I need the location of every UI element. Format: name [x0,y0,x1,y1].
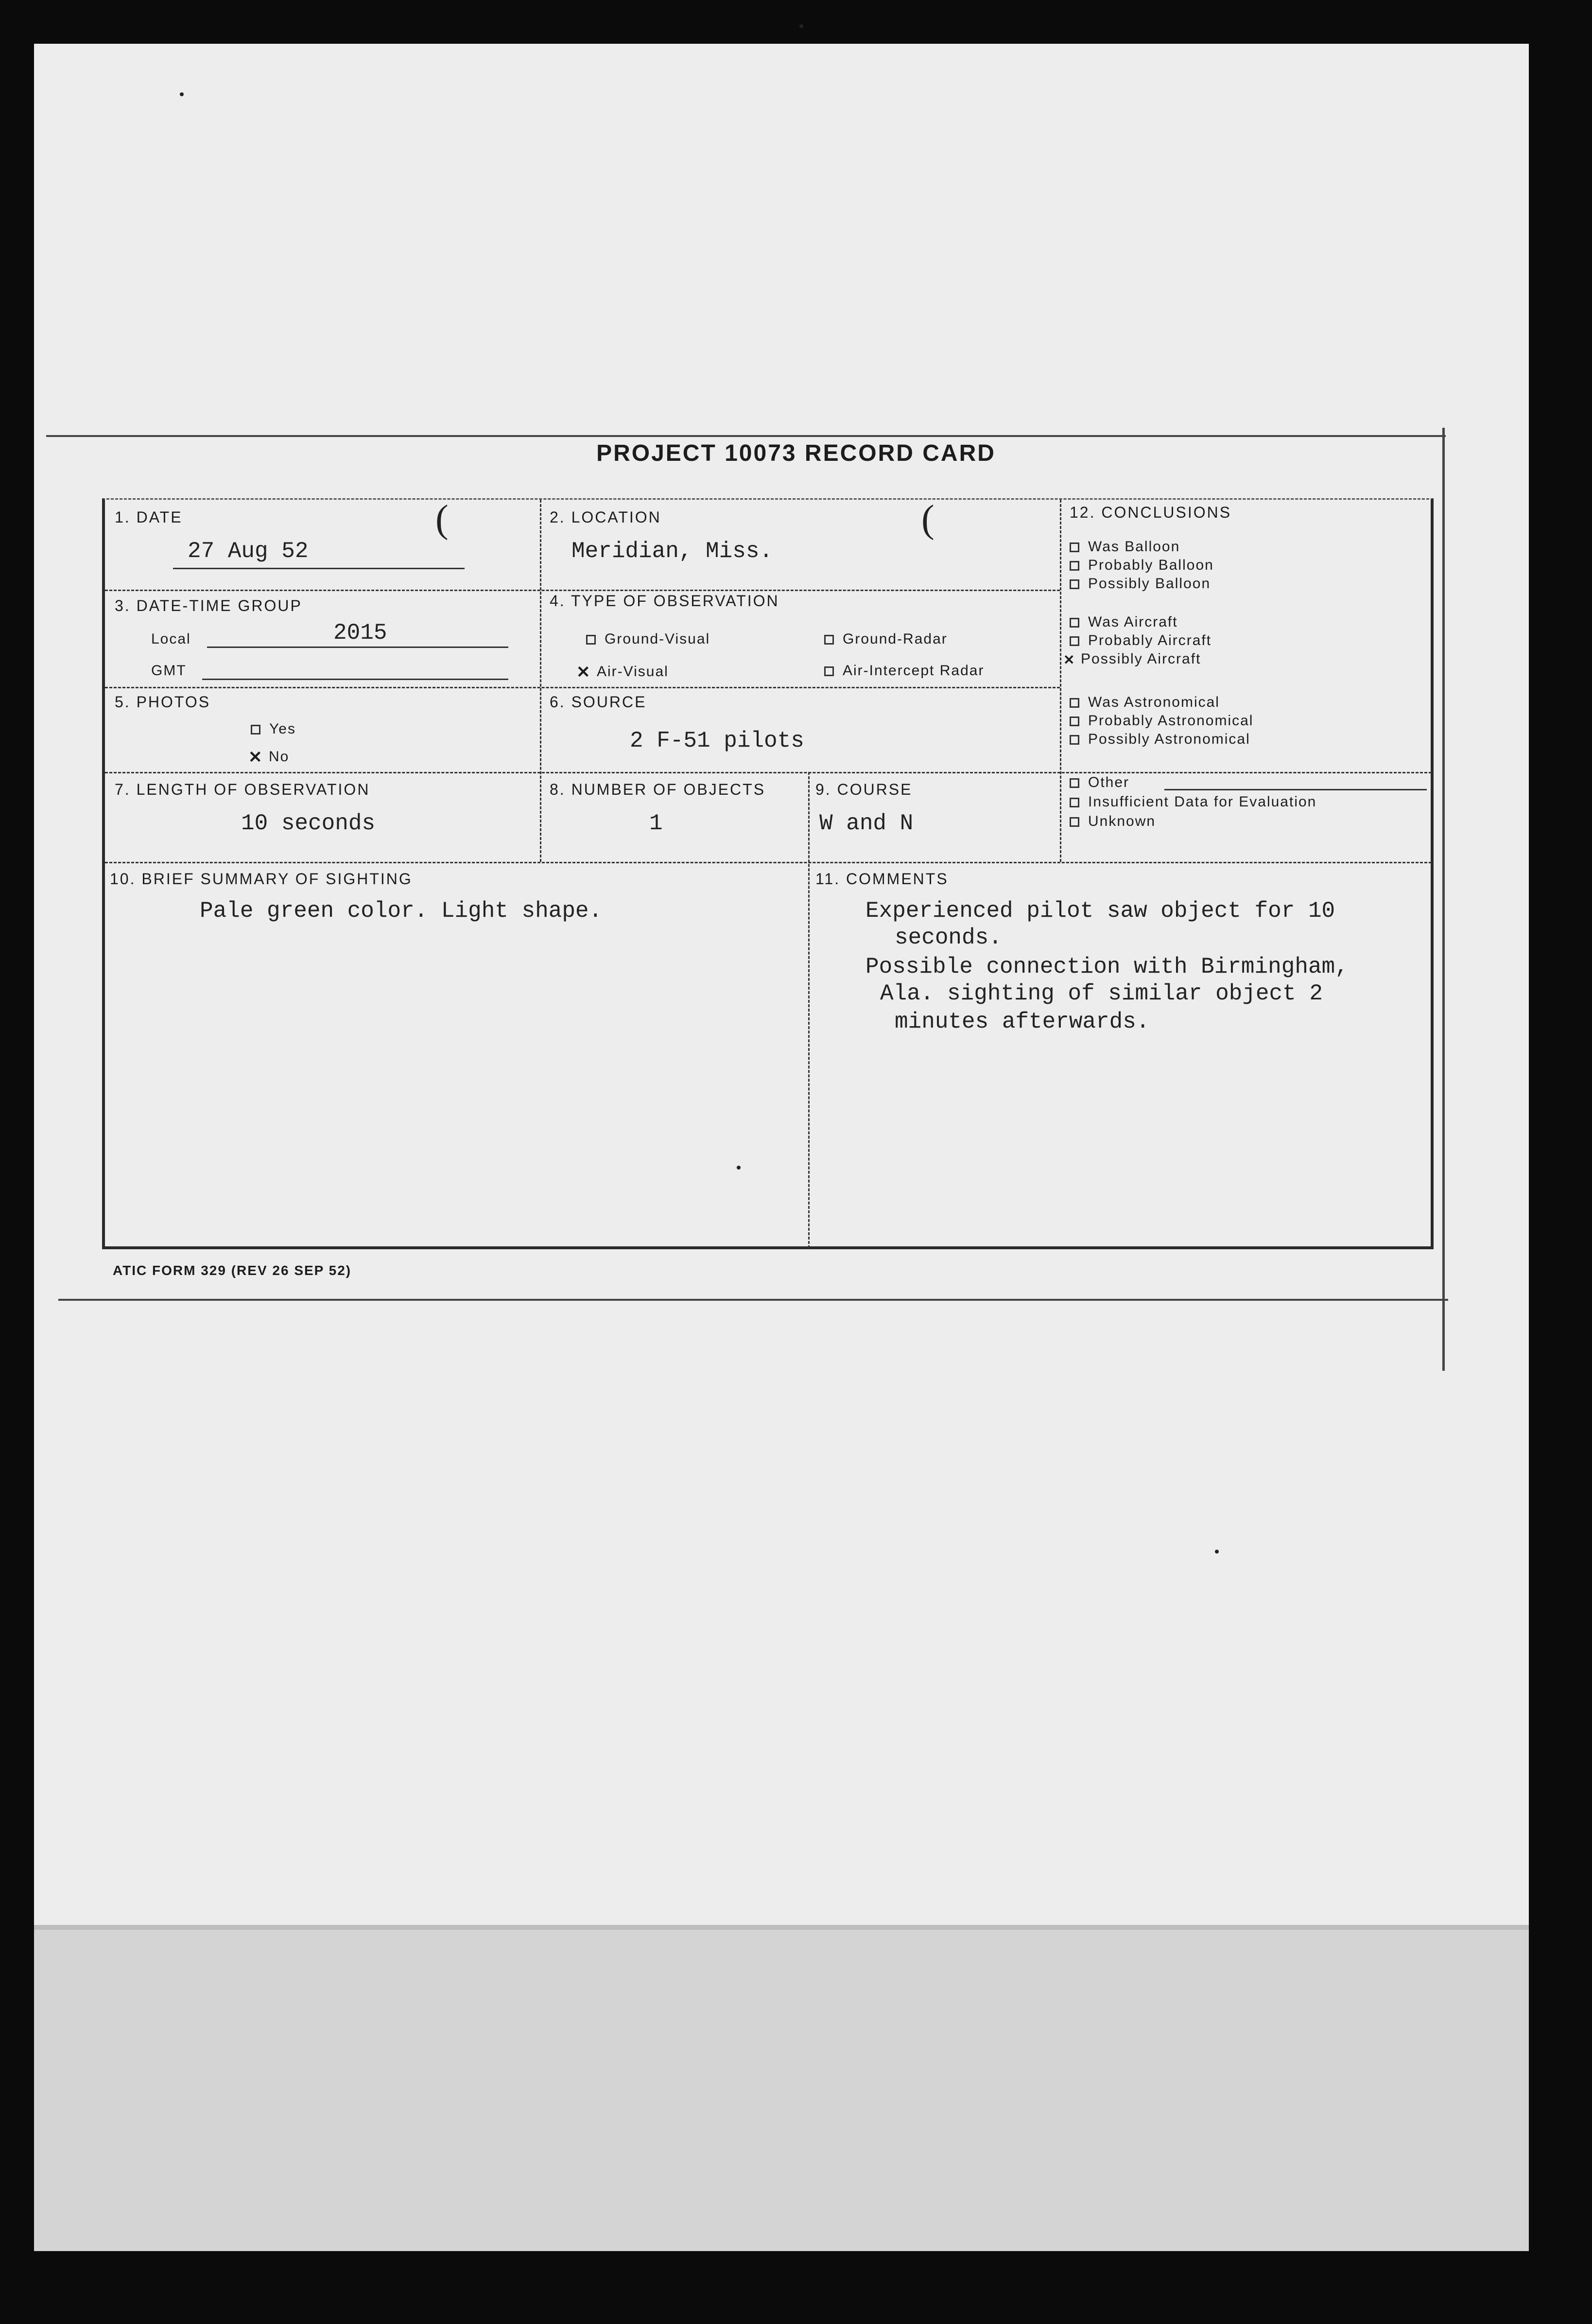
conclusion-probably-aircraft: Probably Aircraft [1070,632,1211,649]
speck [799,24,803,28]
type-of-observation-label: 4. TYPE OF OBSERVATION [550,592,779,610]
local-line [207,647,508,648]
checked-x-icon: ✕ [1063,652,1076,667]
checkbox-icon [1070,778,1079,788]
length-label: 7. LENGTH OF OBSERVATION [115,781,370,798]
checkbox-icon [824,666,834,676]
conclusion-probably-balloon: Probably Balloon [1070,557,1214,574]
scan-right-line [1442,428,1445,1371]
summary-label: 10. BRIEF SUMMARY OF SIGHTING [110,870,413,888]
checkbox-icon [1070,636,1079,646]
checkbox-icon [1070,817,1079,827]
comments-label: 11. COMMENTS [815,870,949,888]
col-divider-1 [540,500,541,862]
photos-yes: Yes [251,721,296,737]
local-time-value: 2015 [333,620,387,646]
checked-x-icon: ✕ [248,748,263,767]
comment-line: Experienced pilot saw object for 10 [865,898,1335,924]
checkbox-icon [1070,542,1079,552]
checkbox-icon [1070,561,1079,571]
date-underline [173,568,465,569]
row-divider-4 [105,862,1432,863]
row-divider-3 [105,772,1432,773]
location-value: Meridian, Miss. [571,539,773,564]
photos-label: 5. PHOTOS [115,693,211,711]
conclusion-other: Other [1070,774,1129,791]
col-divider-2 [808,772,810,1248]
course-value: W and N [819,811,914,836]
form-id: ATIC FORM 329 (REV 26 SEP 52) [113,1263,352,1278]
conclusion-possibly-aircraft: ✕ Possibly Aircraft [1063,651,1201,667]
source-label: 6. SOURCE [550,693,647,711]
conclusion-unknown: Unknown [1070,813,1156,830]
record-card [102,498,1434,1249]
number-of-objects-value: 1 [649,811,663,836]
length-value: 10 seconds [241,811,376,836]
speck [737,1166,741,1170]
card-title: PROJECT 10073 RECORD CARD [596,440,996,466]
checkbox-icon [1070,698,1079,708]
conclusion-possibly-astronomical: Possibly Astronomical [1070,731,1250,748]
col-divider-3 [1060,500,1061,862]
obs-ground-radar: Ground-Radar [824,631,948,647]
conclusion-probably-astronomical: Probably Astronomical [1070,713,1253,729]
speck [1215,1550,1219,1554]
conclusion-possibly-balloon: Possibly Balloon [1070,576,1211,592]
conclusion-was-astronomical: Was Astronomical [1070,694,1220,711]
row-divider-2 [105,687,1060,688]
location-paren-mark: ( [921,498,934,541]
number-of-objects-label: 8. NUMBER OF OBJECTS [550,781,766,798]
checkbox-icon [1070,735,1079,745]
obs-ground-visual: Ground-Visual [586,631,710,647]
conclusion-was-aircraft: Was Aircraft [1070,614,1178,630]
scan-bottom-line [58,1299,1448,1301]
row-divider-1 [105,590,1060,591]
checkbox-icon [586,635,596,645]
date-paren-mark: ( [435,498,449,541]
comment-line: Ala. sighting of similar object 2 [880,981,1323,1006]
checked-x-icon: ✕ [576,663,591,681]
course-label: 9. COURSE [815,781,913,798]
speck [180,92,184,96]
checkbox-icon [1070,798,1079,807]
date-value: 27 Aug 52 [188,539,309,564]
gmt-line [202,679,508,680]
checkbox-icon [251,725,260,734]
location-label: 2. LOCATION [550,508,661,526]
comment-line: Possible connection with Birmingham, [865,954,1349,979]
date-time-group-label: 3. DATE-TIME GROUP [115,597,302,614]
local-label: Local [151,631,191,647]
comment-line: seconds. [895,925,1002,950]
comment-line: minutes afterwards. [895,1009,1150,1034]
conclusion-insufficient-data: Insufficient Data for Evaluation [1070,794,1316,810]
summary-value: Pale green color. Light shape. [200,898,603,924]
checkbox-icon [824,635,834,645]
scan-top-line [46,435,1446,437]
conclusion-was-balloon: Was Balloon [1070,539,1180,555]
checkbox-icon [1070,618,1079,628]
lower-paper-strip [34,1930,1529,2251]
checkbox-icon [1070,716,1079,726]
gmt-label: GMT [151,663,187,679]
other-line [1164,789,1427,790]
conclusions-label: 12. CONCLUSIONS [1070,504,1232,521]
source-value: 2 F-51 pilots [630,728,804,753]
obs-air-intercept-radar: Air-Intercept Radar [824,663,984,679]
obs-air-visual: ✕ Air-Visual [576,663,669,681]
date-label: 1. DATE [115,508,183,526]
checkbox-icon [1070,579,1079,589]
photos-no: ✕ No [248,748,290,767]
